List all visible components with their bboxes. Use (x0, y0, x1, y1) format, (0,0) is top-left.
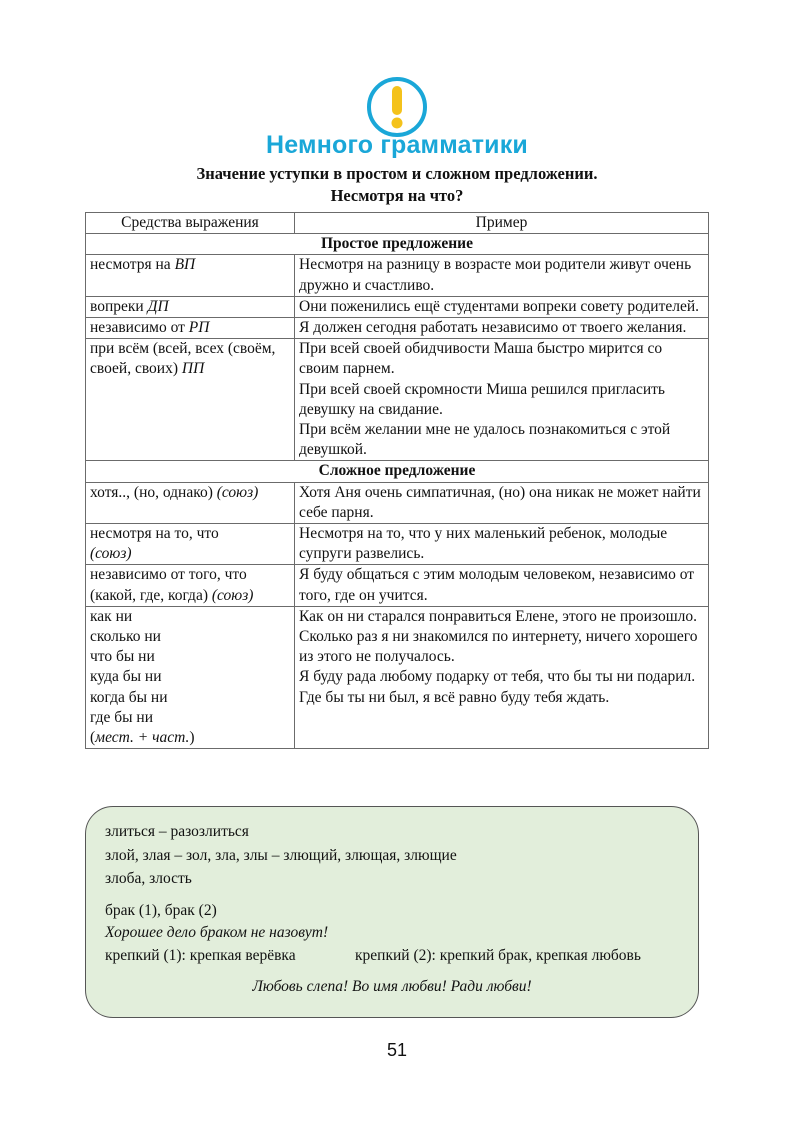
section-simple-sentence: Простое предложение (86, 234, 709, 255)
page-number: 51 (386, 1040, 408, 1060)
case-abbr: ПП (181, 360, 205, 378)
means-cell (86, 318, 295, 339)
example-text: Я буду рада любому подарку от тебя, что бы ты ни подарил. (299, 668, 696, 686)
table-header-row (86, 213, 709, 234)
vocabulary-box (85, 806, 699, 1018)
means-cell (86, 524, 295, 565)
case-abbr: РП (188, 319, 210, 337)
subtitle-question: Несмотря на что? (330, 186, 464, 205)
example-cell (295, 482, 709, 523)
vocab-line: злиться – разозлиться (105, 823, 249, 840)
example-cell (295, 565, 709, 606)
example-text: Несмотря на то, что у них маленький ребенок, молодые супруги развелись. (299, 525, 668, 563)
example-text: При всей своей обидчивости Маша быстро мирится со своим парнем. (299, 340, 663, 378)
pronoun-particle-label: мест. + част. (95, 729, 190, 747)
subtitle-line: Значение уступки в простом и сложном предложении. (196, 164, 598, 183)
vocab-line: брак (1), брак (2) (105, 902, 217, 919)
vocab-line: крепкий (2): крепкий брак, крепкая любовь (355, 947, 641, 964)
means-text (90, 728, 290, 748)
table-row (86, 255, 709, 296)
case-abbr: ВП (174, 256, 196, 274)
grammar-table (85, 212, 709, 749)
example-text: Сколько раз я ни знакомился по интернету, ничего хорошего из этого не получалось. (299, 628, 698, 666)
table-row (86, 606, 709, 748)
means-text: независимо от (90, 319, 189, 337)
example-text: Они поженились ещё студентами вопреки совету родителей. (299, 297, 700, 315)
means-text: при всём (всей, всех (своём, своей, своих) (90, 340, 276, 378)
section-complex-sentence: Сложное предложение (86, 461, 709, 482)
conjunction-label: (союз) (90, 545, 132, 563)
table-row (86, 482, 709, 523)
means-text: когда бы ни (90, 688, 168, 706)
vocab-line: злой, злая – зол, зла, злы – злющий, злющая, злющие (105, 847, 457, 864)
means-cell (86, 339, 295, 461)
proverb-line: Хорошее дело браком не назовут! (105, 924, 329, 941)
paren: ) (189, 729, 195, 747)
example-text: При всём желании мне не удалось познакомиться с этой девушкой. (299, 421, 671, 459)
example-text: Я буду общаться с этим молодым человеком, независимо от того, где он учится. (299, 566, 695, 604)
means-text: вопреки (90, 297, 148, 315)
vocab-line: крепкий (1): крепкая верёвка (105, 947, 296, 964)
means-text: несмотря на то, что (90, 525, 219, 543)
table-row (86, 339, 709, 461)
example-cell (295, 524, 709, 565)
section-row (86, 234, 709, 255)
means-text: где бы ни (90, 708, 153, 726)
means-text: независимо от того, что (какой, где, когда) (90, 566, 247, 604)
example-text: При всей своей скромности Миша решился пригласить девушку на свидание. (299, 380, 666, 418)
column-header-means: Средства выражения (86, 213, 295, 234)
example-text: Где бы ты ни был, я всё равно буду тебя ждать. (299, 688, 610, 706)
means-cell (86, 606, 295, 748)
means-cell (86, 255, 295, 296)
means-cell (86, 565, 295, 606)
means-cell (86, 296, 295, 317)
case-abbr: ДП (147, 297, 169, 315)
means-text: сколько ни (90, 628, 161, 646)
conjunction-label: (союз) (216, 483, 259, 501)
page-subtitle (0, 163, 794, 207)
vocab-line: злоба, злость (105, 870, 192, 887)
means-text: несмотря на (90, 256, 175, 274)
means-text: как ни (90, 607, 133, 625)
example-cell (295, 339, 709, 461)
means-text: что бы ни (90, 648, 155, 666)
means-text: куда бы ни (90, 668, 162, 686)
example-text: Несмотря на разницу в возрасте мои родители живут очень дружно и счастливо. (299, 256, 692, 294)
conjunction-label: (союз) (211, 586, 254, 604)
table-row (86, 318, 709, 339)
section-row (86, 461, 709, 482)
table-row (86, 565, 709, 606)
table-row (86, 524, 709, 565)
example-cell (295, 318, 709, 339)
example-text: Хотя Аня очень симпатичная, (но) она никак не может найти себе парня. (299, 483, 701, 521)
column-header-example: Пример (295, 213, 709, 234)
proverb-line: Любовь слепа! Во имя любви! Ради любви! (252, 978, 532, 995)
example-text: Я должен сегодня работать независимо от твоего желания. (299, 319, 687, 337)
example-cell (295, 296, 709, 317)
means-text: хотя.., (но, однако) (90, 483, 217, 501)
means-cell (86, 482, 295, 523)
page-title: Немного грамматики (265, 131, 529, 159)
example-cell (295, 606, 709, 748)
example-cell (295, 255, 709, 296)
paren: ( (90, 729, 96, 747)
exclamation-circle-icon (366, 76, 428, 138)
example-text: Как он ни старался понравиться Елене, этого не произошло. (299, 607, 698, 625)
table-row (86, 296, 709, 317)
